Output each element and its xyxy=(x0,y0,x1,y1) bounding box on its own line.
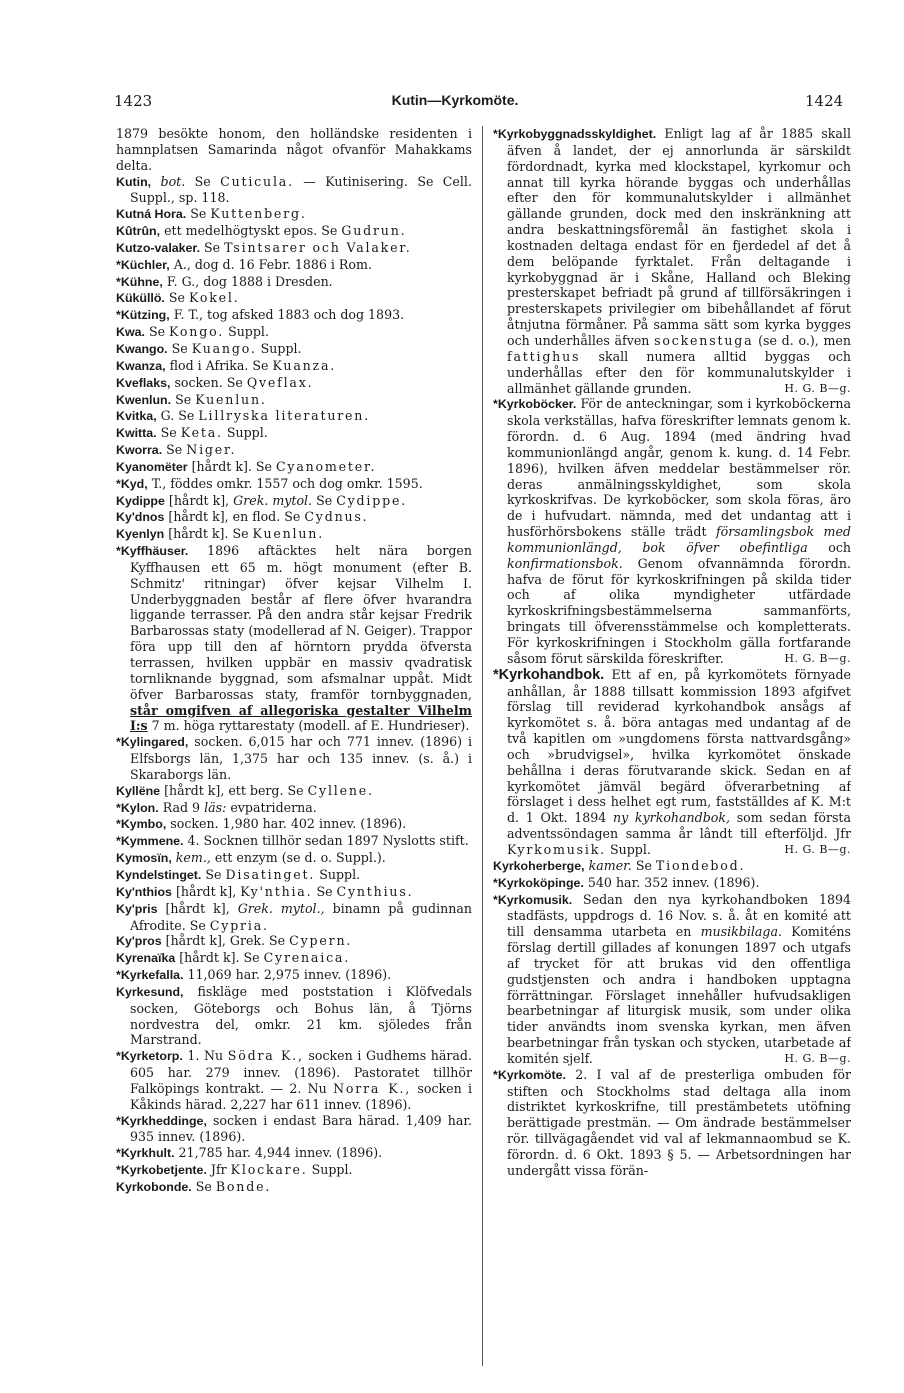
entry-kymmene: *Kymmene. 4. Socknen tillhör sedan 1897 Nyslotts stift. xyxy=(116,833,469,849)
entry-kyrkheddinge: *Kyrkheddinge, socken i endast Bara härad. 1,409 har. 935 innev. (1896). xyxy=(116,1112,472,1145)
entry-kynthios: Ky'nthios [hårdt k], Ky'nthia. Se Cynthius. xyxy=(116,883,414,899)
entry-kvitka: Kvitka, G. Se Lillryska literaturen. xyxy=(116,408,371,424)
entry-kutna-hora: Kutná Hora. Se Kuttenberg. xyxy=(116,206,307,222)
entry-kyndelstinget: Kyndelstinget. Se Disatinget. Suppl. xyxy=(116,866,361,882)
entry-kwenlun: Kwenlun. Se Kuenlun. xyxy=(116,391,267,407)
entry-kveflaks: Kveflaks, socken. Se Qveflax. xyxy=(116,374,314,390)
entry-kyenlyn: Kyenlyn [hårdt k]. Se Kuenlun. xyxy=(116,526,325,542)
entry-kypros: Ky'pros [hårdt k], Grek. Se Cypern. xyxy=(116,933,353,949)
entry-kwango: Kwango. Se Kuango. Suppl. xyxy=(116,340,302,356)
entry-kylingared: *Kylingared, socken. 6,015 har och 771 innev. (1896) i Elfsborgs län, 1,375 har och 135 innev. (s. å.) i Skaraborgs län. xyxy=(116,734,472,782)
entry-kydippe: Kydippe [hårdt k], Grek. mytol. Se Cydippe. xyxy=(116,492,408,508)
entry-kymosin: Kymosïn, kem., ett enzym (se d. o. Suppl.). xyxy=(116,850,386,866)
entry-kydnos: Ky'dnos [hårdt k], en flod. Se Cydnus. xyxy=(116,509,369,525)
entry-kyrkobocker: *Kyrkoböcker. För de anteckningar, som i kyrkoböckerna skola verkställas, hafva föreskrifter lemnats genom k. förordn. d. 6 Aug. 1894 (med ändring hvad kommunionlängd angår, genom k. kung. d. 14 Febr. 1896), hvilken äfven meddelar bestämmelser rör. deras anmälningsskyldighet, som skola kyrkoskrifvas. De kyrkoböcker, som skola föras, äro de i hufvudart. nämnda, med det undantag att i husförhörsbokens ställe trädt församlingsbok med kommunionlängd, bok öfver obefintliga och konfirmationsbok. Genom ofvannämnda förordn. hafva de förut för kyrkoskrifningen på skilda tider och af olika myndigheter utfärdade kyrkoskrifningsbestämmelserna sammanförts, bringats till öfverensstämmelse och kompletterats. För kyrkoskrifningen i Stockholm gälla fortfarande såsom förut särskilda föreskrifter. H. G. B—g. xyxy=(493,396,851,666)
entry-kworra: Kworra. Se Niger. xyxy=(116,442,237,458)
entry-kyrkhult: *Kyrkhult. 21,785 har. 4,944 innev. (1896). xyxy=(116,1145,383,1161)
entry-kyrkoherberge: Kyrkoherberge, kamer. Se Tiondebod. xyxy=(493,857,746,873)
entry-kyrkobetjente: *Kyrkobetjente. Jfr Klockare. Suppl. xyxy=(116,1162,353,1178)
page-number-left: 1423 xyxy=(114,92,153,110)
author-signature: H. G. B—g. xyxy=(784,842,851,856)
entry-kyrkobyggnadsskyldighet: *Kyrkobyggnadsskyldighet. Enligt lag af år 1885 skall äfven å landet, der ej annorlunda är särskildt fördordnadt, kyrka med klockstapel, kyrkomur och annat till kyrka hörande byggas och underhållas efter den för kommunalutskylder i allmänhet gällande grunden, dock med den inskränkning att andra beskattningsföremål än fastighet skola i kostnaden deltaga endast för en fjerdedel af det å dem belöpande fyrktalet. Från deltagande i kyrkobyggnad är i Skåne, Halland och Bleking presterskapet befriadt på grund af tillförsäkringen i presterskapets privilegier om bibehållandet af förut åtnjutna förmåner. På samma sätt som kyrka bygges och underhålles äfven sockenstuga (se d. o.), men fattighus skall numera alltid byggas och underhållas efter den för kommunalutskylder i allmänhet gällande grunden. H. G. B—g. xyxy=(493,126,851,396)
entry-continuation: 1879 besökte honom, den holländske residenten i hamnplatsen Samarinda något ofvanför Mahakkams delta. xyxy=(116,126,472,173)
entry-kukullo: Küküllö. Se Kokel. xyxy=(116,290,240,306)
author-signature: H. G. B—g. xyxy=(784,381,851,395)
entry-kyanometer: Kyanomëter [hårdt k]. Se Cyanometer. xyxy=(116,458,377,474)
entry-kyrkefalla: *Kyrkefalla. 11,069 har. 2,975 innev. (1896). xyxy=(116,967,392,983)
entry-kyrketorp: *Kyrketorp. 1. Nu Södra K., socken i Gudhems härad. 605 har. 279 innev. (1896). Pastoratet tillhör Falköpings kontrakt. — 2. Nu Norra K., socken i Kåkinds härad. 2,227 har 611 innev. (1896). xyxy=(116,1048,472,1112)
entry-kyrkohandbok: *Kyrkohandbok. Ett af en, på kyrkomötets förnyade anhållan, år 1888 tillsatt kommission 1893 afgifvet förslag till reviderad kyrkohandbok ansågs af kyrkomötet s. å. böra antagas med undantag af de två kapitlen om »ungdomens första nattvardsgång» och »brudvigsel», hvilka kyrkomötet önskade behållna i deras förutvarande skick. Sedan en af kyrkomötet jämväl begärd öfverarbetning af förslaget i dess helhet egt rum, fastställdes af K. M:t d. 1 Okt. 1894 ny kyrkohandbok, som sedan första adventssöndagen samma år lândt till efterföljd. Jfr Kyrkomusik. Suppl. H. G. B—g. xyxy=(493,666,851,857)
entry-kutrun: Kûtrûn, ett medelhögtyskt epos. Se Gudrun. xyxy=(116,223,407,239)
entry-kwanza: Kwanza, flod i Afrika. Se Kuanza. xyxy=(116,357,337,373)
entry-kutzo-valaker: Kutzo-valaker. Se Tsintsarer och Valaker. xyxy=(116,239,412,255)
running-header: Kutin—Kyrkomöte. xyxy=(391,92,519,108)
entry-kymbo: *Kymbo, socken. 1,980 har. 402 innev. (1896). xyxy=(116,816,407,832)
entry-kyrkesund: Kyrkesund, fiskläge med poststation i Klöfvedals socken, Göteborgs och Bohus län, å Tjörns nordvestra del, omkr. 21 km. sjöledes från Marstrand. xyxy=(116,983,472,1048)
page-number-right: 1424 xyxy=(805,92,844,110)
entry-kyrkomote: *Kyrkomöte. 2. I val af de presterliga ombuden för stiften och Stockholms stad deltaga alla inom distriktet kyrkoskrifne, till prestämbetets utöfning berättigade prestmän. — Om ändrade bestämmelser rör. tillvägagåendet vid val af lekmannaombud se K. förordn. d. 6 Okt. 1893 § 5. — Arbetsordningen har undergått vissa förän- xyxy=(493,1066,851,1178)
entry-kyrkokopinge: *Kyrkoköpinge. 540 har. 352 innev. (1896). xyxy=(493,874,760,890)
entry-kutzing: *Kützing, F. T., tog afsked 1883 och dog 1893. xyxy=(116,307,405,323)
column-right xyxy=(482,126,851,1366)
entry-kyd: *Kyd, T., föddes omkr. 1557 och dog omkr. 1595. xyxy=(116,475,423,491)
author-signature: H. G. B—g. xyxy=(784,651,851,665)
entry-kyrkobonde: Kyrkobonde. Se Bonde. xyxy=(116,1179,272,1194)
entry-kuhne: *Kühne, F. G., dog 1888 i Dresden. xyxy=(116,273,333,289)
entry-kyrenaika: Kyrenaïka [hårdt k]. Se Cyrenaica. xyxy=(116,950,351,966)
author-signature: H. G. B—g. xyxy=(784,1051,851,1065)
entry-kyrkomusik: *Kyrkomusik. Sedan den nya kyrkohandboken 1894 stadfästs, uppdrogs d. 16 Nov. s. å. åt en komité att till densamma utarbeta en musikbilaga. Komiténs förslag dertill gillades af konungen 1897 och utgafs af trycket för att brukas vid den offentliga gudstjensten och andra i handboken upptagna förrättningar. Förslaget innehåller hufvudsakligen bearbetningar af liturgisk musik, som under olika tider användts inom svenska kyrkan, men äfven bearbetningar från tyskan och stycken, utarbetade af komitén sjelf. H. G. B—g. xyxy=(493,891,851,1066)
entry-kyllene: Kyllëne [hårdt k], ett berg. Se Cyllene. xyxy=(116,782,374,798)
entry-kylon: *Kylon. Rad 9 läs: evpatriderna. xyxy=(116,799,317,815)
entry-kwa: Kwa. Se Kongo. Suppl. xyxy=(116,324,269,340)
entry-kypris: Ky'pris [hårdt k], Grek. mytol., binamn på gudinnan Afrodite. Se Cypria. xyxy=(116,900,472,933)
entry-kyffhauser: *Kyffhäuser. 1896 aftäcktes helt nära borgen Kyffhausen ett 65 m. högt monument (efter B. Schmitz' ritningar) öfver kejsar Vilhelm I. Underbyggnaden består af flere öfver hvarandra liggande terrasser. På den andra står kejsar Fredrik Barbarossas staty (modellerad af N. Geiger). Trappor föra upp till den af hörntorn prydda öfversta terrassen, hvilken uppbär en massiv qvadratisk tornliknande byggnad, som afsmalnar uppåt. Midt öfver Barbarossas staty, framför tornbyggnaden, står omgifven af allegoriska gestalter Vilhelm I:s 7 m. höga ryttarestaty (modell. af E. Hundrieser). xyxy=(116,543,472,734)
entry-kwitta: Kwitta. Se Keta. Suppl. xyxy=(116,425,268,441)
entry-kutin: Kutin, bot. Se Cuticula. — Kutinisering. Se Cell. Suppl., sp. 118. xyxy=(116,173,472,206)
entry-kuchler: *Küchler, A., dog d. 16 Febr. 1886 i Rom. xyxy=(116,256,372,272)
column-left xyxy=(116,126,472,1366)
